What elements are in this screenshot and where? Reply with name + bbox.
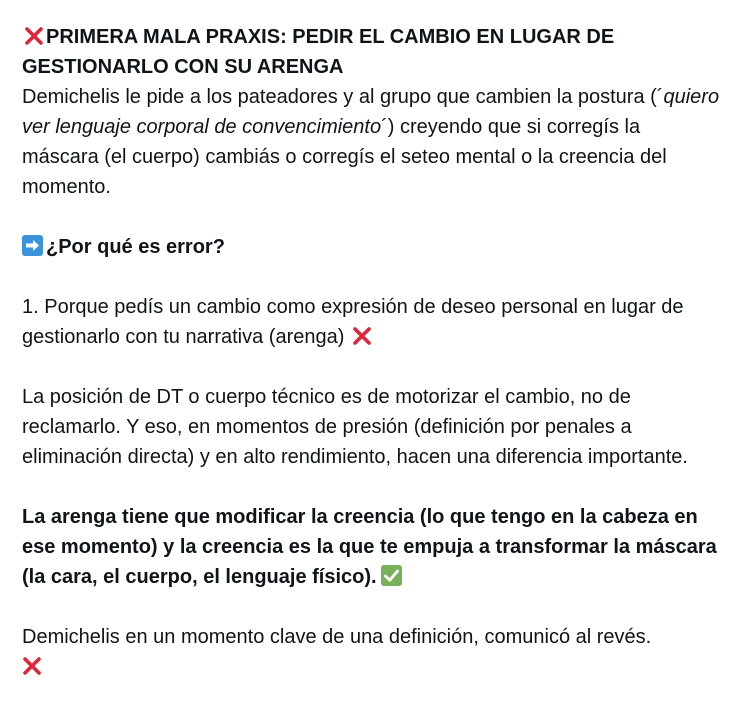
cross-mark-icon xyxy=(24,26,44,46)
arenga-paragraph xyxy=(22,502,722,592)
intro-quote: quiero ver lenguaje corporal de convencimiento xyxy=(22,86,720,138)
arenga-text: La arenga tiene que modificar la creencia (lo que tengo en la cabeza en ese momento) y la creencia es la que te empuja a transformar la máscara (la cara, el cuerpo, el lenguaje físico). xyxy=(22,506,717,588)
check-mark-icon xyxy=(381,565,402,586)
point-one-text: 1. Porque pedís un cambio como expresión de deseo personal en lugar de gestionarlo con tu narrativa (arenga) xyxy=(22,296,684,348)
intro-text-end: ´) creyendo que si corregís la máscara (el cuerpo) cambiás o corregís el seteo mental o la creencia del momento. xyxy=(22,116,667,198)
right-arrow-icon xyxy=(22,235,43,256)
intro-text-start: Demichelis le pide a los pateadores y al grupo que cambien la postura (´ xyxy=(22,86,664,108)
intro-paragraph xyxy=(22,82,722,202)
cross-mark-icon xyxy=(352,326,372,346)
question-line xyxy=(22,232,722,262)
cross-mark-icon xyxy=(22,656,42,676)
closing-paragraph xyxy=(22,622,722,682)
question-text: ¿Por qué es error? xyxy=(46,236,225,258)
heading-line xyxy=(22,22,722,82)
closing-text: Demichelis en un momento clave de una definición, comunicó al revés. xyxy=(22,626,652,648)
dt-paragraph: La posición de DT o cuerpo técnico es de motorizar el cambio, no de reclamarlo. Y eso, en momentos de presión (definición por penales a eliminación directa) y en alto rendimiento, hacen una diferencia importante. xyxy=(22,386,688,468)
heading-text: PRIMERA MALA PRAXIS: PEDIR EL CAMBIO EN LUGAR DE GESTIONARLO CON SU ARENGA xyxy=(22,26,615,78)
tweet-body xyxy=(22,22,722,682)
point-one-paragraph xyxy=(22,292,722,352)
